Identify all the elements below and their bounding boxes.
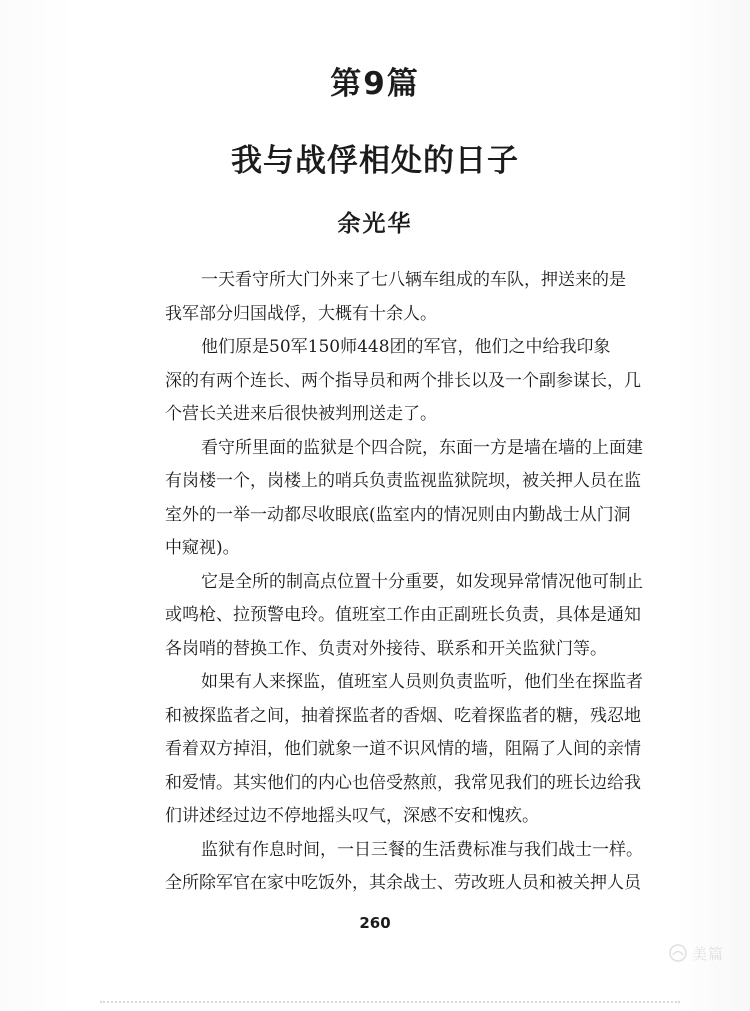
page-number: 260 (359, 914, 391, 932)
article-title: 我与战俘相处的日子 (231, 143, 519, 179)
watermark-text: 美篇 (692, 944, 725, 963)
text-line: 或鸣枪、拉预警电玲。值班室工作由正副班长负责，具体是通知 (165, 605, 641, 625)
chapter-heading: 第9篇 (330, 66, 420, 102)
text-line: 看守所里面的监狱是个四合院，东面一方是墙在墙的上面建 (201, 437, 643, 458)
text-line: 中窥视)。 (165, 538, 240, 558)
text-line: 深的有两个连长、两个指导员和两个排长以及一个副参谋长，几 (165, 370, 641, 391)
text-line: 他们原是50军150师448团的军官，他们之中给我印象 (201, 337, 611, 357)
watermark-logo-icon (668, 943, 688, 963)
author-name: 余光华 (337, 211, 413, 237)
text-line: 和爱情。其实他们的内心也倍受熬煎，我常见我们的班长边给我 (165, 772, 641, 793)
text-line: 我军部分归国战俘，大概有十余人。 (165, 303, 437, 324)
text-line: 全所除军官在家中吃饭外，其余战士、劳改班人员和被关押人员 (165, 873, 641, 893)
text-line: 有岗楼一个，岗楼上的哨兵负责监视监狱院坝，被关押人员在监 (165, 471, 641, 491)
text-line: 一天看守所大门外来了七八辆车组成的车队，押送来的是 (201, 270, 626, 290)
text-line: 看着双方掉泪，他们就象一道不识风情的墙，阻隔了人间的亲情 (165, 739, 641, 759)
text-line: 各岗哨的替换工作、负责对外接待、联系和开关监狱门等。 (165, 638, 607, 659)
text-line: 个营长关进来后很快被判刑送走了。 (165, 404, 437, 424)
text-line: 它是全所的制高点位置十分重要，如发现异常情况他可制止 (201, 571, 643, 592)
watermark (668, 942, 740, 964)
text-line: 如果有人来探监，值班室人员则负责监听，他们坐在探监者 (201, 672, 643, 692)
body-text (165, 264, 643, 901)
text-line: 监狱有作息时间，一日三餐的生活费标准与我们战士一样。 (201, 839, 643, 860)
text-line: 们讲述经过边不停地摇头叹气，深感不安和愧疚。 (165, 806, 539, 826)
scan-edge-divider (100, 1000, 680, 1003)
text-line: 室外的一举一动都尽收眼底(监室内的情况则由内勤战士从门洞 (165, 504, 631, 525)
text-line: 和被探监者之间，抽着探监者的香烟、吃着探监者的糖，残忍地 (165, 705, 641, 726)
